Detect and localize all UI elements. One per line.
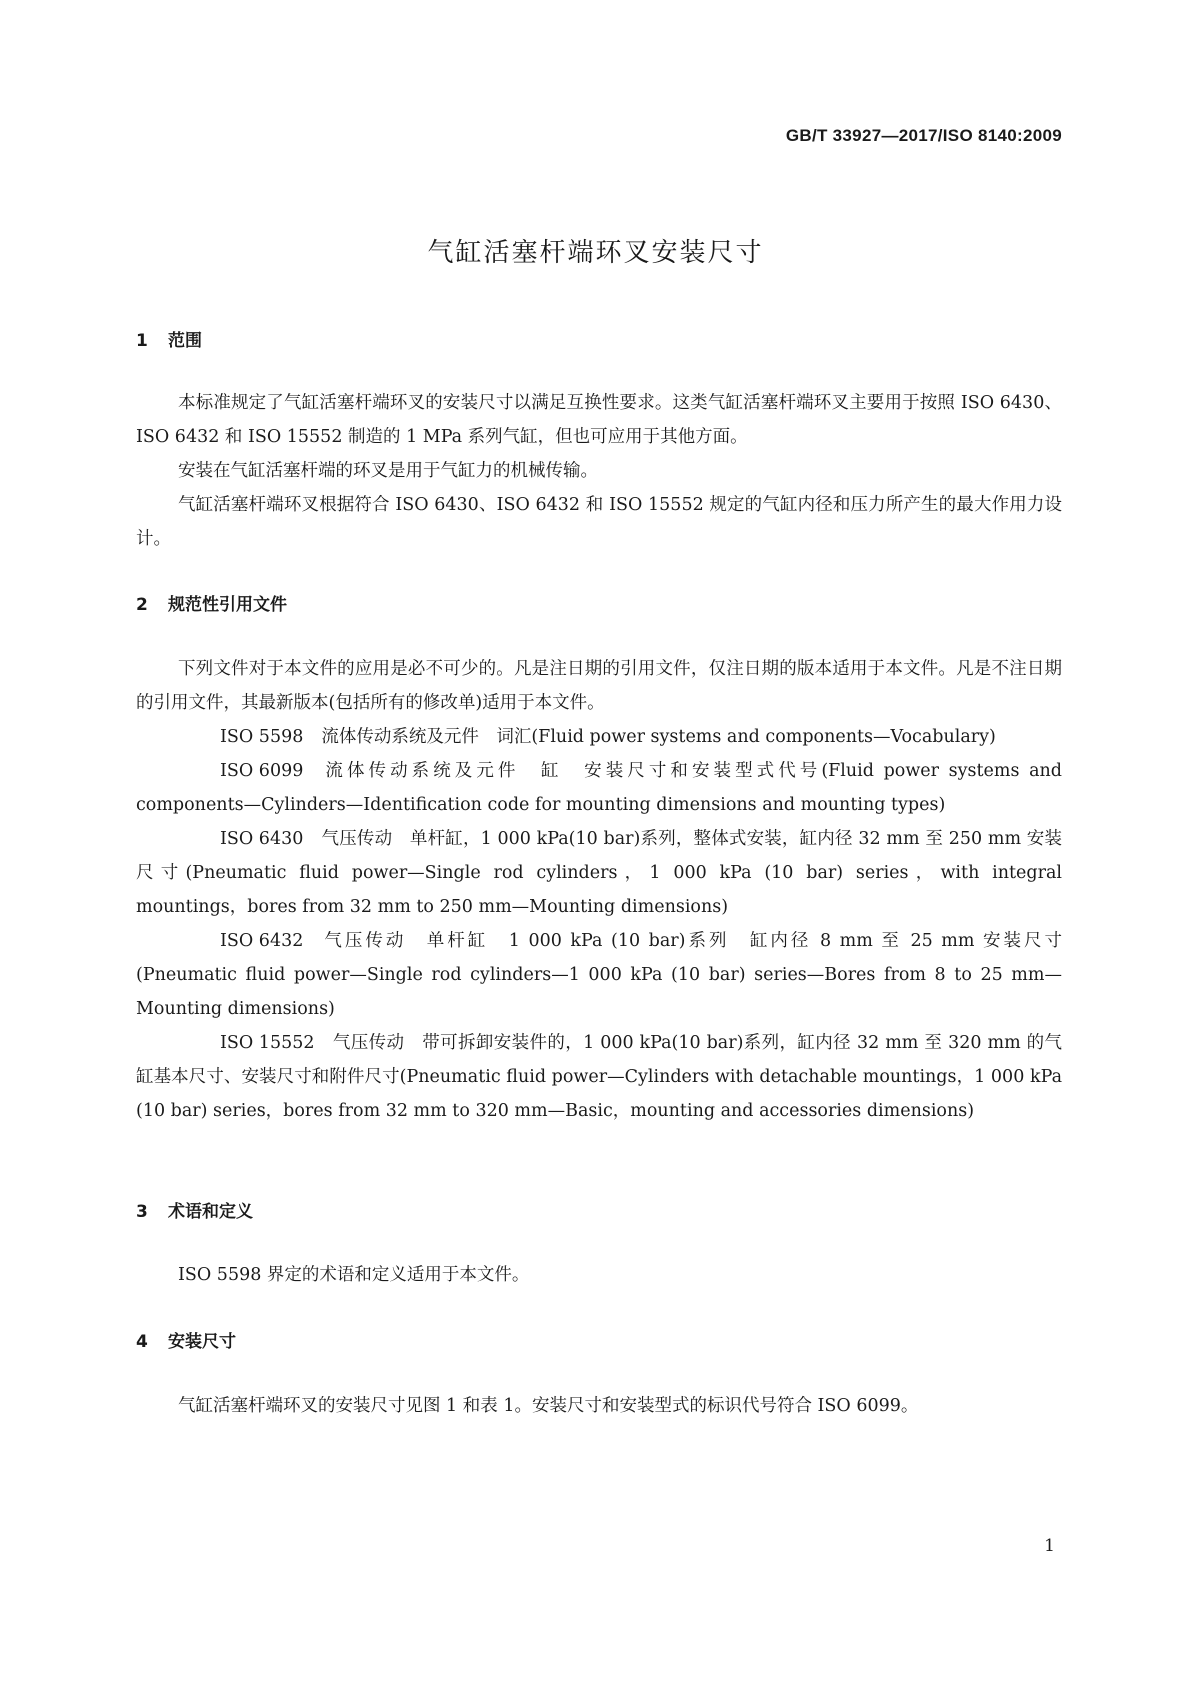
reference-title: 流体传动系统及元件 缸 安装尺寸和安装型式代号(Fluid power systems and components—Cylinders—Identification code for mounting dimensions and mounting types)	[136, 761, 1062, 815]
paragraph: 气缸活塞杆端环叉的安装尺寸见图 1 和表 1。安装尺寸和安装型式的标识代号符合 ISO 6099。	[178, 1396, 919, 1416]
document-title: 气缸活塞杆端环叉安装尺寸	[427, 238, 764, 268]
section-scope	[136, 329, 1062, 556]
reference-item	[136, 720, 1062, 754]
reference-item	[136, 754, 1062, 822]
paragraph: 气缸活塞杆端环叉根据符合 ISO 6430、ISO 6432 和 ISO 15552 规定的气缸内径和压力所产生的最大作用力设计。	[136, 495, 1062, 549]
section-number: 3	[136, 1202, 148, 1222]
section-heading	[136, 329, 1062, 353]
section-number: 2	[136, 595, 148, 615]
reference-code: ISO 6430	[220, 829, 304, 849]
reference-title: 气压传动 单杆缸，1 000 kPa(10 bar)系列，整体式安装，缸内径 32 mm 至 250 mm 安装尺寸(Pneumatic fluid power—Single rod cylinders，1 000 kPa (10 bar) series，with integral mountings，bores from 32 mm to 250 mm—Mounting dimensions)	[136, 829, 1062, 917]
standard-number: GB/T 33927—2017/ISO 8140:2009	[785, 126, 1062, 145]
section-body	[136, 652, 1062, 1128]
reference-code: ISO 6432	[220, 931, 304, 951]
section-heading	[136, 1330, 1062, 1354]
reference-title: 流体传动系统及元件 词汇(Fluid power systems and components—Vocabulary)	[321, 727, 996, 747]
reference-title: 气压传动 带可拆卸安装件的，1 000 kPa(10 bar)系列，缸内径 32 mm 至 320 mm 的气缸基本尺寸、安装尺寸和附件尺寸(Pneumatic fluid power—Cylinders with detachable mountings，1 000 kPa (10 bar) series，bores from 32 mm to 320 mm—Basic，mounting and accessories dimensions)	[136, 1033, 1062, 1121]
section-body	[136, 1389, 1062, 1423]
reference-code: ISO 15552	[220, 1033, 315, 1053]
section-number: 1	[136, 331, 148, 351]
section-normative-references	[136, 593, 1062, 1128]
section-number: 4	[136, 1332, 148, 1352]
section-mounting-dimensions	[136, 1330, 1062, 1423]
section-heading	[136, 593, 1062, 617]
reference-item	[136, 1026, 1062, 1128]
paragraph: 本标准规定了气缸活塞杆端环叉的安装尺寸以满足互换性要求。这类气缸活塞杆端环叉主要用于按照 ISO 6430、ISO 6432 和 ISO 15552 制造的 1 MPa 系列气缸，但也可应用于其他方面。	[136, 393, 1062, 447]
reference-item	[136, 822, 1062, 924]
section-terms-definitions	[136, 1200, 1062, 1292]
reference-title: 气压传动 单杆缸 1 000 kPa (10 bar)系列 缸内径 8 mm 至 25 mm 安装尺寸(Pneumatic fluid power—Single rod cylinders—1 000 kPa (10 bar) series—Bores from 8 to 25 mm—Mounting dimensions)	[136, 931, 1062, 1019]
section-heading	[136, 1200, 1062, 1224]
paragraph: 下列文件对于本文件的应用是必不可少的。凡是注日期的引用文件，仅注日期的版本适用于本文件。凡是不注日期的引用文件，其最新版本(包括所有的修改单)适用于本文件。	[136, 659, 1062, 713]
reference-code: ISO 6099	[220, 761, 304, 781]
section-title: 范围	[168, 331, 202, 351]
reference-item	[136, 924, 1062, 1026]
section-title: 规范性引用文件	[168, 595, 287, 615]
section-body	[136, 1258, 1062, 1292]
reference-code: ISO 5598	[220, 727, 304, 747]
section-body	[136, 386, 1062, 556]
section-title: 术语和定义	[168, 1202, 253, 1222]
page-number: 1	[1044, 1536, 1055, 1556]
section-title: 安装尺寸	[168, 1332, 236, 1352]
paragraph: 安装在气缸活塞杆端的环叉是用于气缸力的机械传输。	[178, 461, 598, 481]
paragraph: ISO 5598 界定的术语和定义适用于本文件。	[178, 1265, 530, 1285]
